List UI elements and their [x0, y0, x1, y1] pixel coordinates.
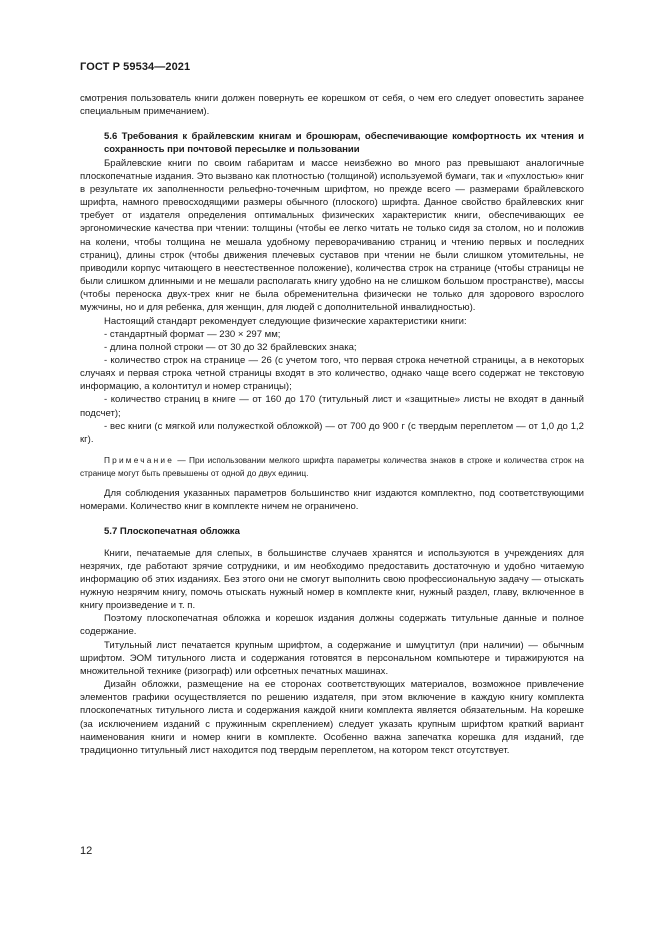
list-item: - количество строк на странице — 26 (с учетом того, что первая строка нечетной страницы, а в некоторых случаях и первая строка четной страницы входят в это количество, однако чаще всего содержат не текстовую информацию, а колонтитул и номер страницы); [80, 354, 584, 393]
paragraph-5-6-2: Настоящий стандарт рекомендует следующие физические характеристики книги: [104, 315, 467, 327]
section-heading-5-7: 5.7 Плоскопечатная обложка [104, 526, 240, 538]
note-text: — При использовании мелкого шрифта параметры количества знаков в строке и количества строк на странице могут быть превышены от одной до двух единиц. [80, 455, 584, 478]
list-item: - количество страниц в книге — от 160 до 170 (титульный лист и «защитные» листы не входят в данный подсчет); [80, 394, 584, 419]
note-paragraph [80, 454, 584, 479]
list-item: - вес книги (с мягкой или полужесткой обложкой) — от 700 до 900 г (с твердым переплетом — от 1,0 до 1,2 кг). [80, 420, 584, 445]
section-heading-5-6: 5.6 Требования к брайлевским книгам и брошюрам, обеспечивающие комфортность их чтения и сохранность при почтовой пересылке и пользовании [104, 131, 584, 156]
note-label: Примечание [104, 455, 175, 466]
list-item: - длина полной строки — от 30 до 32 брайлевских знака; [104, 341, 357, 353]
paragraph-5-7-1: Книги, печатаемые для слепых, в большинстве случаев хранятся и используются в учреждениях для незрячих, где работают зрячие сотрудники, и им необходимо предоставить достаточную и удобно читаемую информацию об этих изданиях. Без этого они не смогут выполнить свою профессиональную задачу — отыскать нужную незрячим книгу, помочь отыскать нужный номер в комплекте книг, нужный раздел, главу, включенное в книгу произведение и т. п. [80, 547, 584, 612]
paragraph-5-7-3: Титульный лист печатается крупным шрифтом, а содержание и шмуцтитул (при наличии) — обычным шрифтом. ЭОМ титульного листа и содержания готовятся в персональном компьютере и тиражируются на множительной технике (ризограф) или офсетных печатных машинах. [80, 639, 584, 677]
paragraph-5-6-3: Для соблюдения указанных параметров большинство книг издаются комплектно, под соответствующими номерами. Количество книг в комплекте ничем не ограничено. [80, 488, 584, 513]
page-number: 12 [80, 845, 93, 857]
page-body [80, 92, 584, 757]
document-header: ГОСТ Р 59534—2021 [80, 61, 191, 73]
paragraph-5-7-4: Дизайн обложки, размещение на ее сторонах соответствующих материалов, возможное привлечение элементов графики осуществляется по решению издателя, при этом включение в каждую книгу комплекта плоскопечатных титульного листа и содержания каждой книги комплекта является обязательным. На корешке (за исключением изданий с пружинным скреплением) следует указать крупным шрифтом краткий вариант наименования книги и номер книги в комплекте. Особенно важна запечатка корешка для изданий, где традиционно титульный лист находится под твердым переплетом, на котором текст отсутствует. [80, 679, 584, 756]
paragraph-5-6-1: Брайлевские книги по своим габаритам и массе неизбежно во много раз превышают аналогичные плоскопечатные издания. Это вызвано как плотностью (толщиной) используемой бумаги, так и «пухлостью» книг в результате их заполненности рельефно-точечным шрифтом, но прежде всего — размерами брайлевского шрифта, намного превосходящими размеры обычного (плоского) шрифта. Данное свойство брайлевских книг требует от издателя определения оптимальных физических характеристик книги, обеспечивающих ее эргономические качества при чтении: толщины (чтобы ее легко читать не только сидя за столом, но и положив на колени, чтобы толщина не мешала удобному переворачиванию страниц и чтению первых и последних страниц), длины строк (чтобы движения плечевых суставов при чтении не были слишком утомительны, не приводили корпус читающего в неестественное положение), количества строк на странице (чтобы страницы не были слишком длинными и не мешали располагать книгу удобно на не слишком большом пространстве), массы (чтобы переноска двух-трех книг не была обременительна физически не только для здорового взрослого мужчины, но и для ребенка, для женщин, для людей с дополнительной инвалидностью). [80, 157, 584, 314]
paragraph-5-7-2: Поэтому плоскопечатная обложка и корешок издания должны содержать титульные данные и полное содержание. [80, 613, 584, 638]
list-item: - стандартный формат — 230 × 297 мм; [104, 328, 281, 340]
paragraph-intro: смотрения пользователь книги должен повернуть ее корешком от себя, о чем его следует оповестить заранее специальным примечанием). [80, 93, 584, 118]
